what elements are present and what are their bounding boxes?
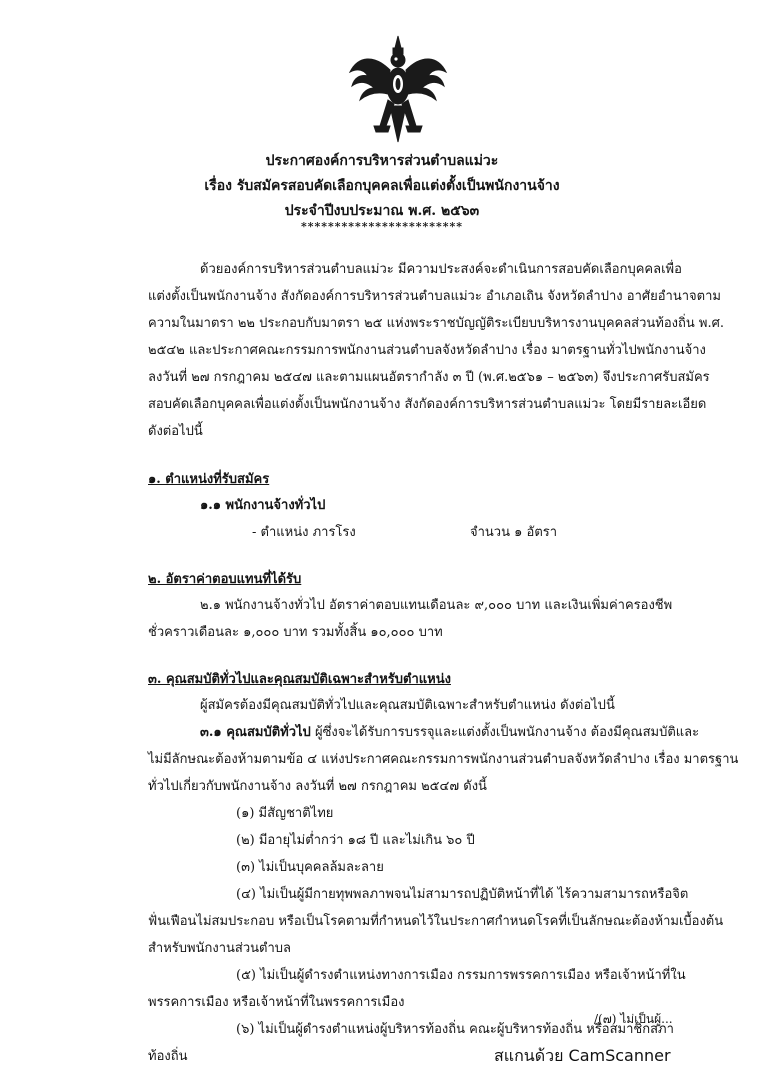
intro-line: ลงวันที่ ๒๗ กรกฎาคม ๒๕๔๗ และตามแผนอัตรากำลัง ๓ ปี (พ.ศ.๒๕๖๑ – ๒๕๖๓) จึงประกาศรับสมัคร	[148, 370, 710, 385]
intro-line: ๒๕๔๒ และประกาศคณะกรรมการพนักงานส่วนตำบลจังหวัดลำปาง เรื่อง มาตรฐานทั่วไปพนักงานจ้าง	[148, 343, 706, 358]
page-continuation: /(๗) ไม่เป็นผู้...	[594, 1012, 673, 1026]
separator: ************************	[300, 220, 464, 233]
list-item: ท้องถิ่น	[148, 1049, 188, 1064]
section-3-sub-first	[200, 721, 699, 742]
list-item: (๑) มีสัญชาติไทย	[236, 806, 334, 821]
section-3-sub-line: ทั่วไปเกี่ยวกับพนักงานจ้าง ลงวันที่ ๒๗ กรกฎาคม ๒๕๔๗ ดังนี้	[148, 779, 487, 794]
list-item: (๒) มีอายุไม่ต่ำกว่า ๑๘ ปี และไม่เกิน ๖๐ ปี	[236, 833, 475, 848]
fiscal-year: ประจำปีงบประมาณ พ.ศ. ๒๕๖๓	[284, 203, 480, 219]
section-3-intro: ผู้สมัครต้องมีคุณสมบัติทั่วไปและคุณสมบัติเฉพาะสำหรับตำแหน่ง ดังต่อไปนี้	[200, 698, 615, 713]
intro-line: ด้วยองค์การบริหารส่วนตำบลแม่วะ มีความประสงค์จะดำเนินการสอบคัดเลือกบุคคลเพื่อ	[200, 262, 682, 277]
section-1-sub: ๑.๑ พนักงานจ้างทั่วไป	[200, 498, 326, 513]
intro-line: ดังต่อไปนี้	[148, 424, 203, 439]
position-quota: จำนวน ๑ อัตรา	[470, 525, 558, 540]
camscanner-watermark: สแกนด้วย CamScanner	[494, 1046, 671, 1065]
list-item: (๕) ไม่เป็นผู้ดำรงตำแหน่งทางการเมือง กรรมการพรรคการเมือง หรือเจ้าหน้าที่ใน	[236, 968, 686, 983]
section-1-heading: ๑. ตำแหน่งที่รับสมัคร	[148, 472, 270, 487]
intro-line: แต่งตั้งเป็นพนักงานจ้าง สังกัดองค์การบริหารส่วนตำบลแม่วะ อำเภอเถิน จังหวัดลำปาง อาศัยอำนาจตาม	[148, 289, 721, 304]
list-item: ฟั่นเฟือนไม่สมประกอบ หรือเป็นโรคตามที่กำหนดไว้ในประกาศกำหนดโรคที่เป็นลักษณะต้องห้ามเบื้องต้น	[148, 914, 724, 929]
list-item: สำหรับพนักงานส่วนตำบล	[148, 941, 291, 956]
section-3-sub-line: ไม่มีลักษณะต้องห้ามตามข้อ ๔ แห่งประกาศคณะกรรมการพนักงานส่วนตำบลจังหวัดลำปาง เรื่อง มาตรฐาน	[148, 752, 739, 767]
section-2-line: ๒.๑ พนักงานจ้างทั่วไป อัตราค่าตอบแทนเดือนละ ๙,๐๐๐ บาท และเงินเพิ่มค่าครองชีพ	[200, 598, 673, 613]
section-3-sub-text: ผู้ซึ่งจะได้รับการบรรจุและแต่งตั้งเป็นพนักงานจ้าง ต้องมีคุณสมบัติและ	[314, 725, 700, 740]
list-item: (๔) ไม่เป็นผู้มีกายทุพพลภาพจนไม่สามารถปฏิบัติหน้าที่ได้ ไร้ความสามารถหรือจิต	[236, 887, 689, 902]
section-3-sub-label: ๓.๑ คุณสมบัติทั่วไป	[200, 725, 311, 740]
section-2-line: ชั่วคราวเดือนละ ๑,๐๐๐ บาท รวมทั้งสิ้น ๑๐,๐๐๐ บาท	[148, 625, 443, 640]
list-item: (๓) ไม่เป็นบุคคลล้มละลาย	[236, 860, 384, 875]
intro-line: ความในมาตรา ๒๒ ประกอบกับมาตรา ๒๕ แห่งพระราชบัญญัติระเบียบบริหารงานบุคคลส่วนท้องถิ่น พ.ศ.	[148, 316, 724, 331]
garuda-emblem-icon	[344, 34, 452, 146]
announcement-subject: เรื่อง รับสมัครสอบคัดเลือกบุคคลเพื่อแต่งตั้งเป็นพนักงานจ้าง	[204, 178, 560, 194]
intro-line: สอบคัดเลือกบุคคลเพื่อแต่งตั้งเป็นพนักงานจ้าง สังกัดองค์การบริหารส่วนตำบลแม่วะ โดยมีรายละเอียด	[148, 397, 707, 412]
section-2-heading: ๒. อัตราค่าตอบแทนที่ได้รับ	[148, 572, 302, 587]
section-3-heading: ๓. คุณสมบัติทั่วไปและคุณสมบัติเฉพาะสำหรับตำแหน่ง	[148, 672, 451, 687]
list-item: พรรคการเมือง หรือเจ้าหน้าที่ในพรรคการเมือง	[148, 995, 405, 1010]
announcement-title: ประกาศองค์การบริหารส่วนตำบลแม่วะ	[265, 153, 499, 169]
list-item: (๖) ไม่เป็นผู้ดำรงตำแหน่งผู้บริหารท้องถิ่น คณะผู้บริหารท้องถิ่น หรือสมาชิกสภา	[236, 1022, 674, 1037]
position-name: - ตำแหน่ง ภารโรง	[252, 525, 356, 540]
